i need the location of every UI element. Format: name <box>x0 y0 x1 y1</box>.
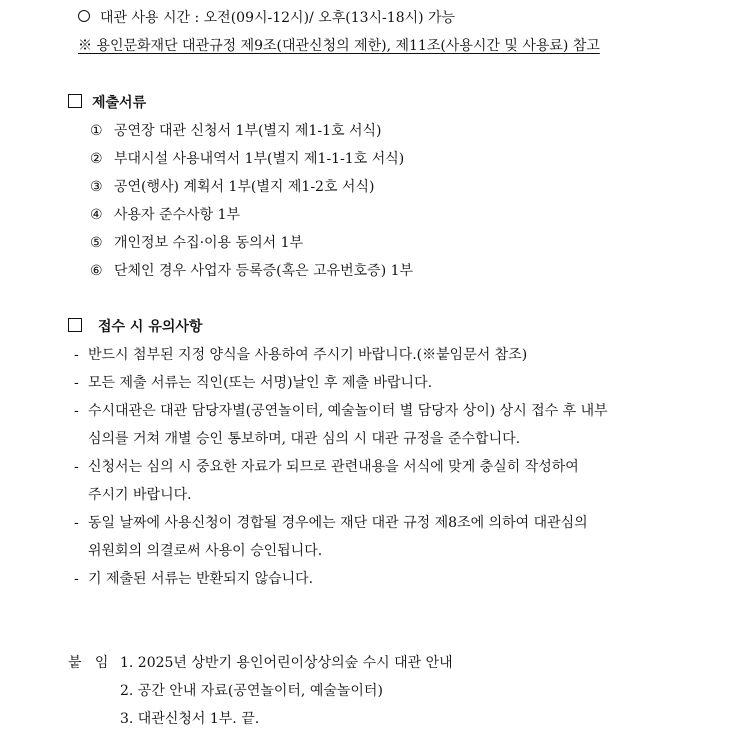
note-text: 모든 제출 서류는 직인(또는 서명)날인 후 제출 바랍니다. <box>88 375 433 391</box>
dash-bullet: - <box>74 459 79 475</box>
note-item <box>74 513 588 533</box>
note-item <box>74 401 608 421</box>
document-item-text: 개인정보 수집·이용 동의서 1부 <box>114 235 303 251</box>
attachment-row <box>68 653 453 673</box>
document-item-text: 부대시설 사용내역서 1부(별지 제1-1-1호 서식) <box>114 151 405 167</box>
document-item-text: 사용자 준수사항 1부 <box>114 207 240 223</box>
document-item <box>90 149 404 169</box>
document-item <box>90 233 303 253</box>
note-text: 동일 날짜에 사용신청이 경합될 경우에는 재단 대관 규정 제8조에 의하여 대관심의 <box>88 515 588 531</box>
circled-number: ① <box>90 123 103 139</box>
note-continuation: 위원회의 의결로써 사용이 승인됩니다. <box>88 543 323 559</box>
note-text: 수시대관은 대관 담당자별(공연놀이터, 예술놀이터 별 담당자 상이) 상시 접수 후 내부 <box>88 403 608 419</box>
dash-bullet: - <box>74 403 79 419</box>
circled-number: ② <box>90 151 103 167</box>
note-text: 신청서는 심의 시 중요한 자료가 되므로 관련내용을 서식에 맞게 충실히 작성하여 <box>88 459 579 475</box>
attachment-item: 3. 대관신청서 1부. 끝. <box>120 711 260 727</box>
document-item <box>90 261 413 281</box>
note-item <box>74 457 579 477</box>
circled-number: ⑤ <box>90 235 103 251</box>
notes-heading <box>68 317 202 337</box>
dash-bullet: - <box>74 571 79 587</box>
circled-number: ③ <box>90 179 103 195</box>
note-continuation: 주시기 바랍니다. <box>88 487 192 503</box>
document-item-text: 공연(행사) 계획서 1부(별지 제1-2호 서식) <box>114 179 375 195</box>
usage-hours-text: 대관 사용 시간 : 오전(09시-12시)/ 오후(13시-18시) 가능 <box>100 10 456 26</box>
document-item <box>90 205 240 225</box>
note-continuation: 심의를 거쳐 개별 승인 통보하며, 대관 심의 시 대관 규정을 준수합니다. <box>88 431 521 447</box>
circled-number: ⑥ <box>90 263 103 279</box>
usage-hours-line <box>78 8 455 28</box>
dash-bullet: - <box>74 515 79 531</box>
note-item <box>74 345 527 365</box>
document-item <box>90 177 374 197</box>
dash-bullet: - <box>74 347 79 363</box>
note-text: 반드시 첨부된 지정 양식을 사용하여 주시기 바랍니다.(※붙임문서 참조) <box>88 347 528 363</box>
documents-heading <box>68 93 146 113</box>
checkbox-square-icon <box>68 94 82 108</box>
note-item <box>74 373 432 393</box>
document-item-text: 단체인 경우 사업자 등록증(혹은 고유번호증) 1부 <box>114 263 414 279</box>
dash-bullet: - <box>74 375 79 391</box>
checkbox-square-icon <box>68 318 82 332</box>
document-item-text: 공연장 대관 신청서 1부(별지 제1-1호 서식) <box>114 123 382 139</box>
regulation-reference: ※ 용인문화재단 대관규정 제9조(대관신청의 제한), 제11조(사용시간 및 사용료) 참고 <box>78 38 600 54</box>
attachment-label: 붙 임 <box>68 655 109 671</box>
circled-number: ④ <box>90 207 103 223</box>
documents-heading-text: 제출서류 <box>92 95 147 111</box>
circle-bullet-icon <box>78 10 90 22</box>
note-text: 기 제출된 서류는 반환되지 않습니다. <box>88 571 314 587</box>
attachment-item: 2. 공간 안내 자료(공연놀이터, 예술놀이터) <box>120 683 383 699</box>
note-item <box>74 569 313 589</box>
notes-heading-text: 접수 시 유의사항 <box>98 319 203 335</box>
document-item <box>90 121 382 141</box>
attachment-item: 1. 2025년 상반기 용인어린이상상의숲 수시 대관 안내 <box>120 655 453 671</box>
